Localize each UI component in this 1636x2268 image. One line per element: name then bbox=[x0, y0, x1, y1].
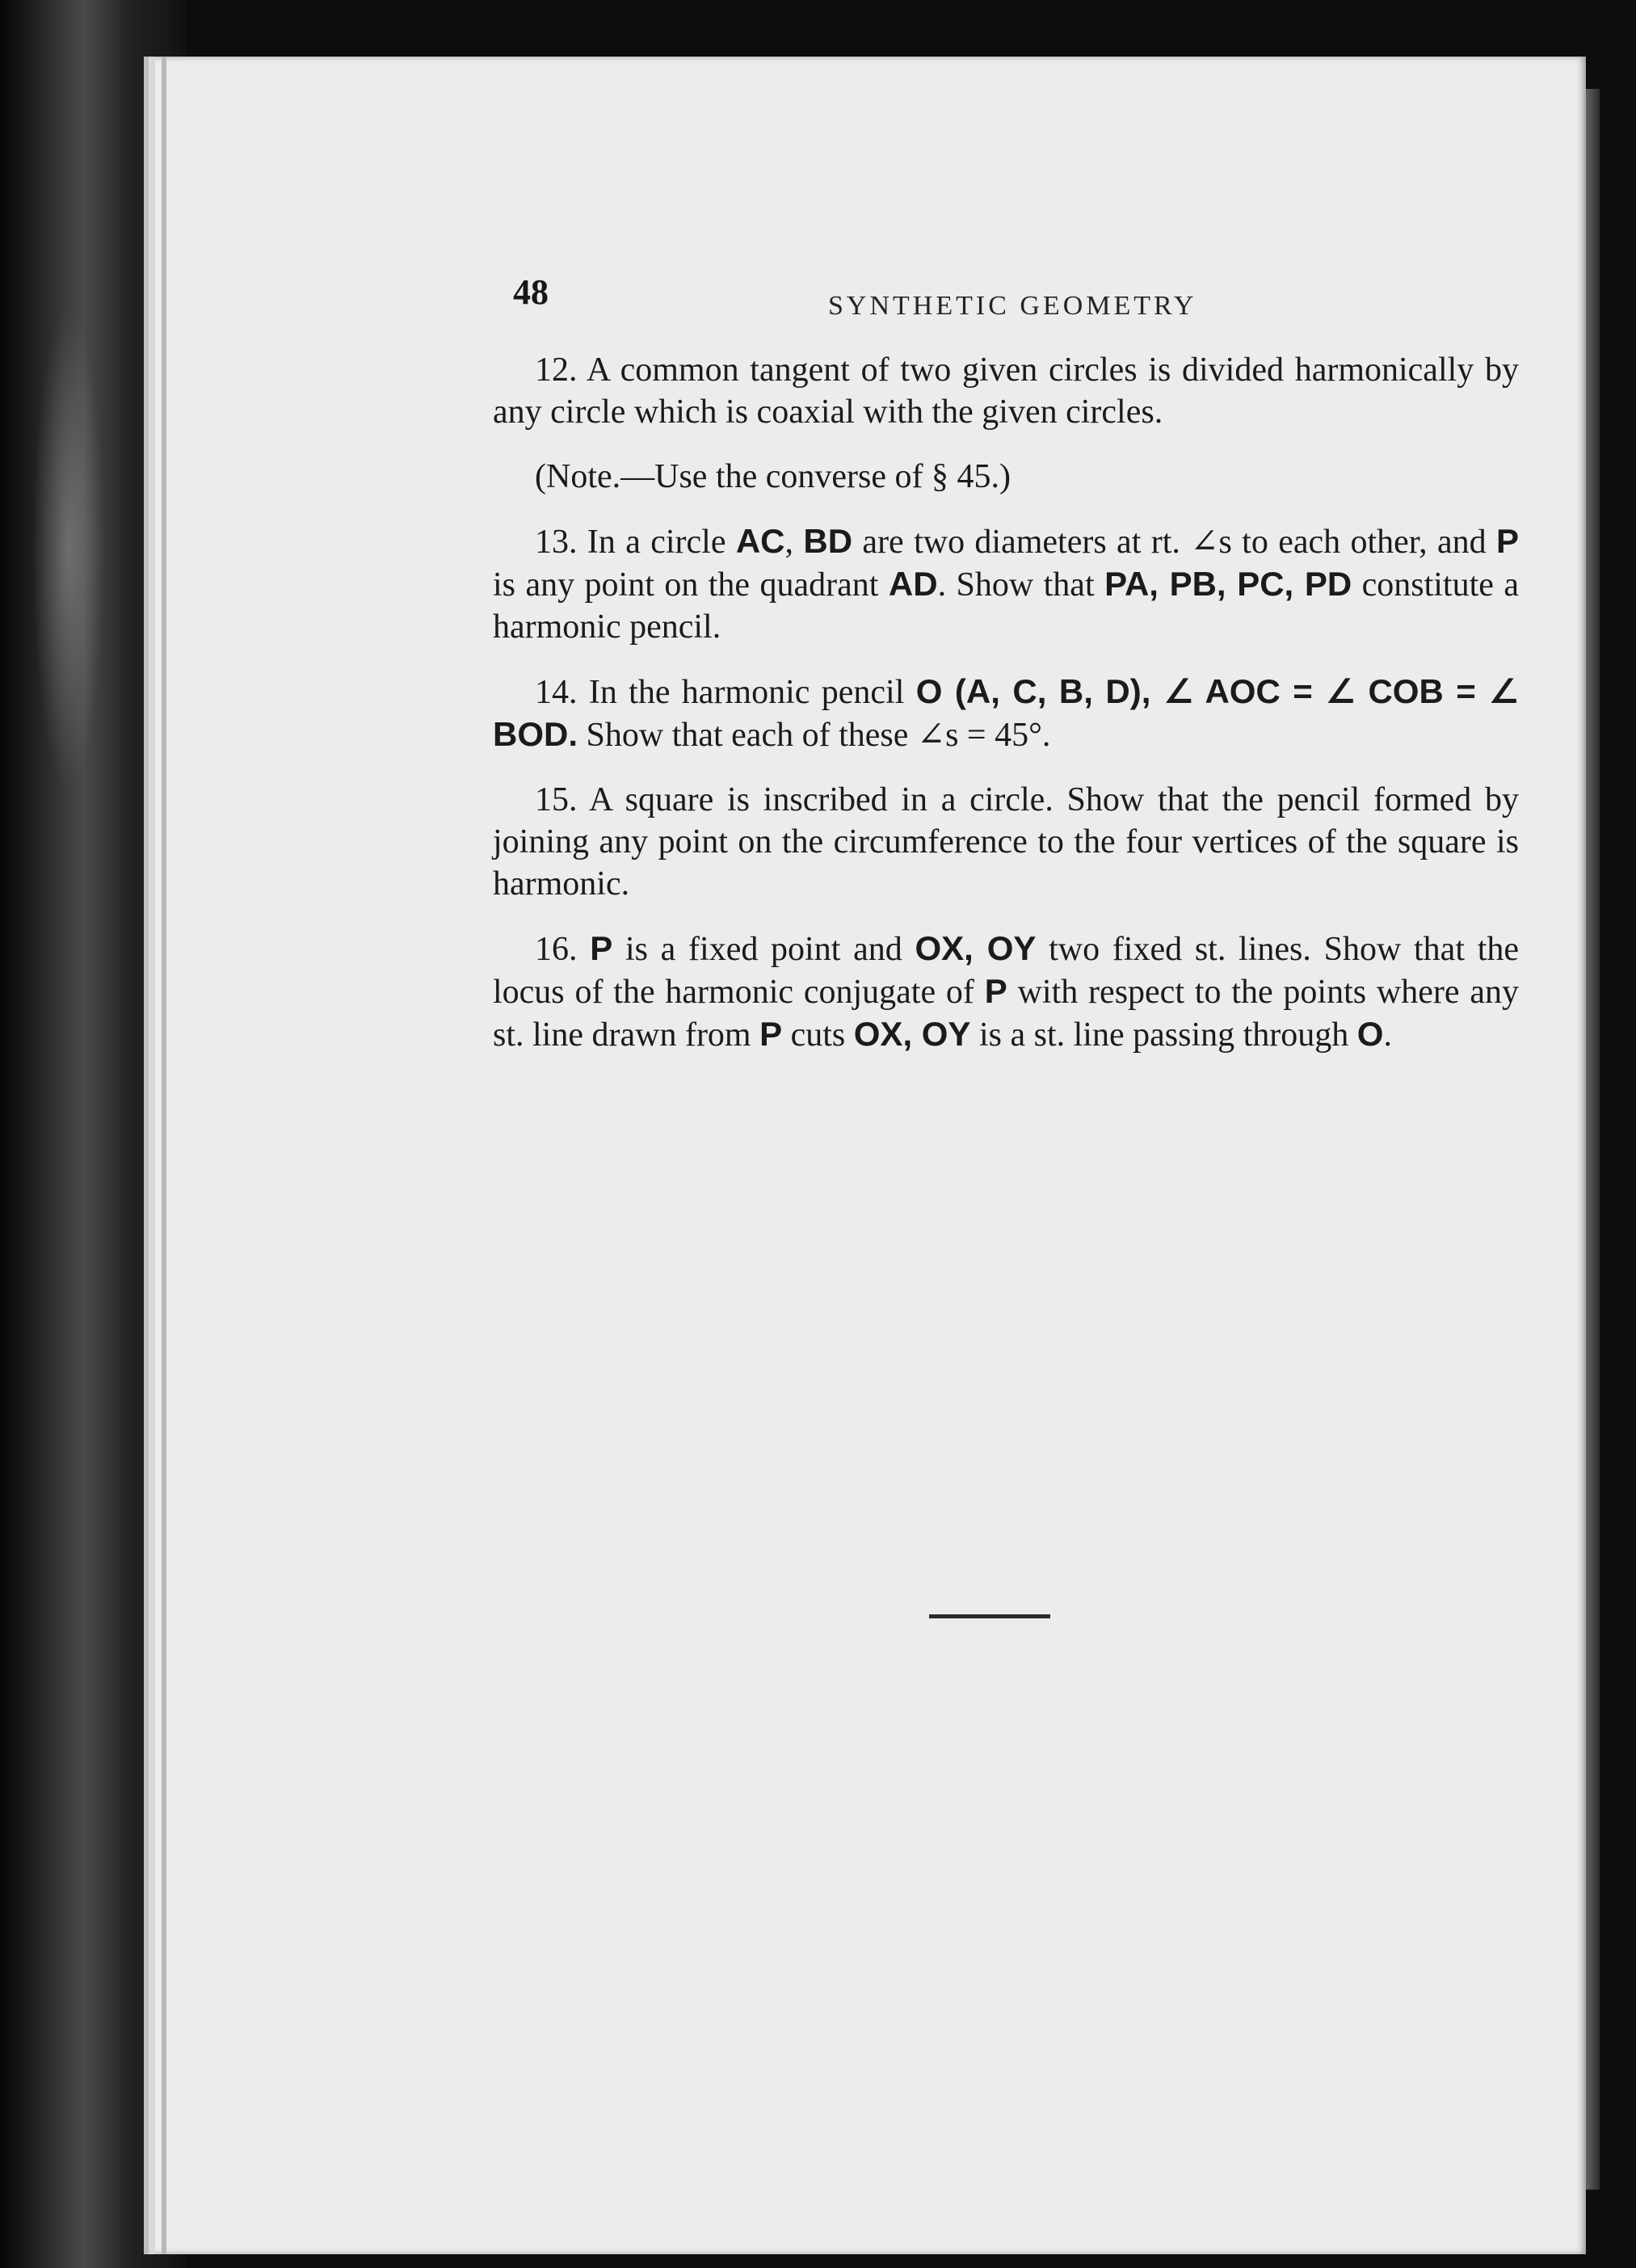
label-text: AD bbox=[888, 565, 938, 603]
body-text: 12. A common tangent of two given circles is divided harmonically by any circle which is coaxial with the given circles. bbox=[493, 351, 1519, 431]
body-text: 13. In a circle bbox=[535, 524, 736, 561]
exercise-13 bbox=[493, 520, 1519, 648]
exercise-12 bbox=[493, 349, 1519, 433]
note bbox=[493, 456, 1519, 498]
label-text: PA, PB, PC, PD bbox=[1104, 565, 1352, 603]
body-text: Show that each of these ∠s = 45°. bbox=[578, 717, 1051, 754]
label-text: OX, OY bbox=[853, 1015, 971, 1053]
exercise-list bbox=[493, 349, 1519, 1079]
label-text: P bbox=[759, 1015, 783, 1053]
page-number: 48 bbox=[513, 272, 549, 312]
body-text: . bbox=[1383, 1016, 1392, 1054]
body-text: are two diameters at rt. ∠s to each other, and bbox=[852, 524, 1496, 561]
body-text: 15. A square is inscribed in a circle. Show that the pencil formed by joining any point on the circumference to the four vertices of the square is harmonic. bbox=[493, 781, 1519, 903]
end-rule bbox=[929, 1614, 1050, 1618]
label-text: P bbox=[590, 929, 613, 967]
body-text: constitute a harmonic pencil. bbox=[493, 566, 1519, 646]
exercise-15 bbox=[493, 779, 1519, 905]
body-text: cuts bbox=[782, 1016, 854, 1054]
body-text: (Note.—Use the converse of § 45.) bbox=[535, 458, 1011, 495]
exercise-14 bbox=[493, 671, 1519, 756]
page-header bbox=[513, 267, 1523, 331]
body-text: two fixed st. lines. Show that the locus of the harmonic conjugate of bbox=[493, 931, 1520, 1011]
body-text: 14. In the harmonic pencil bbox=[535, 674, 916, 711]
body-text: is any point on the quadrant bbox=[493, 566, 889, 604]
label-text: O bbox=[1356, 1015, 1384, 1053]
label-text: AC bbox=[735, 522, 785, 560]
label-text: O (A, C, B, D), ∠ AOC = ∠ COB = ∠ BOD. bbox=[493, 672, 1519, 753]
label-text: P bbox=[1495, 522, 1519, 560]
body-text: , bbox=[784, 524, 804, 561]
body-text: is a fixed point and bbox=[612, 931, 915, 968]
body-text: with respect to the points where any st. line drawn from bbox=[493, 974, 1519, 1054]
body-text: is a st. line passing through bbox=[970, 1016, 1357, 1054]
body-text: 16. bbox=[535, 931, 591, 968]
label-text: P bbox=[984, 972, 1007, 1010]
exercise-16 bbox=[493, 928, 1519, 1056]
body-text: . Show that bbox=[937, 566, 1105, 604]
running-head: SYNTHETIC GEOMETRY bbox=[828, 291, 1197, 321]
label-text: OX, OY bbox=[915, 929, 1037, 967]
label-text: BD bbox=[803, 522, 853, 560]
